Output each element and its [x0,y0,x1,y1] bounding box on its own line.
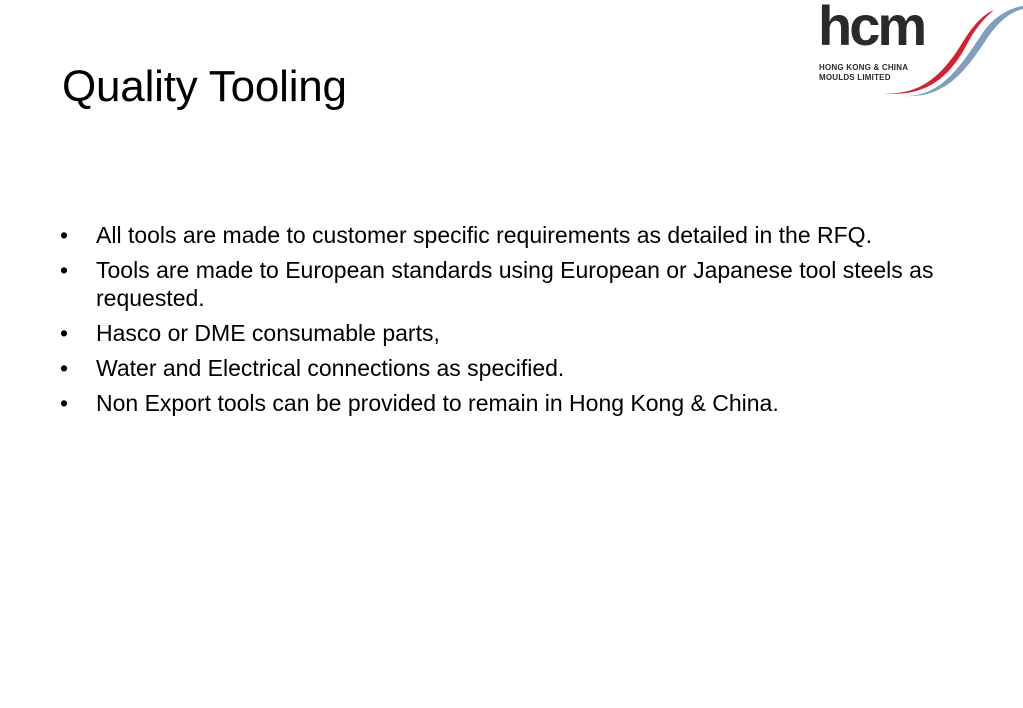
bullet-list [58,221,958,424]
bullet-text: Hasco or DME consumable parts, [96,320,440,346]
logo-wordmark: hcm [818,0,925,57]
bullet-item [58,389,958,417]
bullet-item [58,319,958,347]
bullet-dot: • [60,355,69,381]
logo-company-line-1: HONG KONG & CHINA [819,63,909,72]
slide-title: Quality Tooling [62,62,347,111]
bullet-item [58,256,958,312]
logo-company-line-2: MOULDS LIMITED [819,73,891,82]
bullet-text: All tools are made to customer specific requirements as detailed in the RFQ. [96,222,872,248]
bullet-item [58,221,958,249]
bullet-dot: • [60,390,69,416]
hcm-logo [814,0,1023,104]
bullet-text: Water and Electrical connections as specified. [96,355,565,381]
bullet-text: Non Export tools can be provided to remain in Hong Kong & China. [96,390,779,416]
bullet-dot: • [60,222,69,248]
bullet-dot: • [60,320,69,346]
bullet-dot: • [60,257,69,283]
bullet-text: Tools are made to European standards using European or Japanese tool steels as requested. [96,257,934,311]
bullet-item [58,354,958,382]
